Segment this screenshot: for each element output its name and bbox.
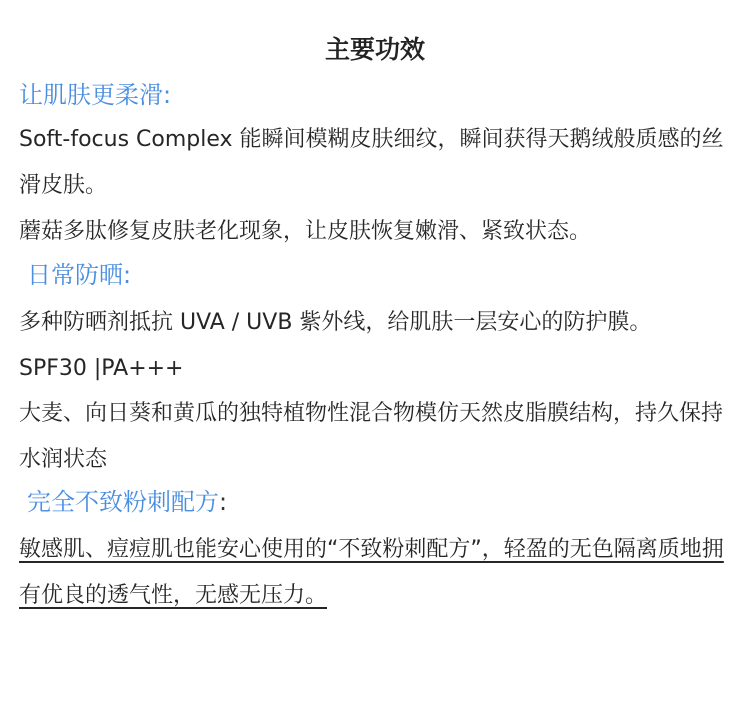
section-heading-colon: : <box>163 81 172 109</box>
section-heading-smooth <box>19 77 171 113</box>
section-paragraph: 大麦、向日葵和黄瓜的独特植物性混合物模仿天然皮脂膜结构，持久保持水润状态 <box>19 401 724 472</box>
section-heading-non-comedogenic <box>27 484 227 520</box>
section-paragraph: 多种防晒剂抵抗 UVA / UVB 紫外线，给肌肤一层安心的防护膜。SPF30 |PA+++ <box>19 310 652 381</box>
section-paragraph-underlined <box>19 527 731 619</box>
section-paragraph: Soft-focus Complex 能瞬间模糊皮肤细纹，瞬间获得天鹅绒般质感的丝滑皮肤。 <box>19 127 724 198</box>
section-paragraph: 蘑菇多肽修复皮肤老化现象，让皮肤恢复嫩滑、紧致状态。 <box>19 219 592 244</box>
section-heading-sunscreen <box>27 257 131 293</box>
section-heading-label: 让肌肤更柔滑 <box>19 81 163 109</box>
section-heading-colon: : <box>123 261 132 289</box>
section-heading-colon: : <box>219 488 228 516</box>
section-heading-label: 日常防晒 <box>27 261 123 289</box>
page-title: 主要功效 <box>324 35 425 64</box>
underlined-text: 敏感肌、痘痘肌也能安心使用的“不致粉刺配方”，轻盈的无色隔离质地拥有优良的透气性，无感无压力。 <box>19 537 724 608</box>
section-heading-label: 完全不致粉刺配方 <box>27 488 219 516</box>
